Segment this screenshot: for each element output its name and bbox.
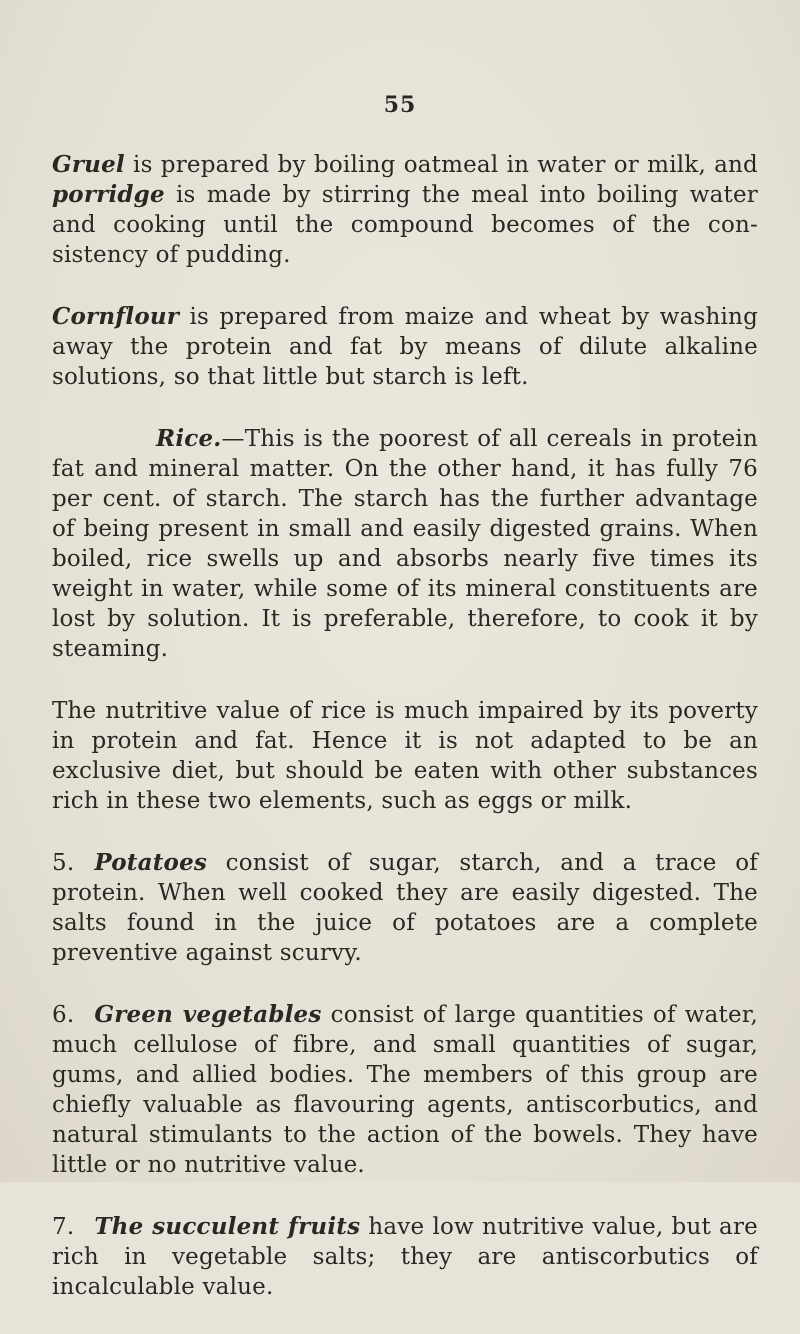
term-rice: Rice. xyxy=(156,425,222,452)
paragraph-text: consist of sugar, starch, and a trace of protein. When well cooked they are easily digested. The salts found in the juice of potatoes are a complete preventive against scurvy. xyxy=(52,850,758,966)
page-text xyxy=(52,150,758,1334)
paragraph-rice xyxy=(52,424,758,664)
item-number: 6. xyxy=(52,1002,75,1028)
term-potatoes: Potatoes xyxy=(94,849,208,876)
term-green-vegetables: Green vegetables xyxy=(94,1001,322,1028)
item-number: 5. xyxy=(52,850,75,876)
paragraph-text: The nutritive value of rice is much impaired by its poverty in protein and fat. Hence it is not adapted to be an exclusive diet, but should be eaten with other substances rich in these two elements, such as eggs or milk. xyxy=(52,698,758,814)
paragraph-succulent-fruits xyxy=(52,1212,758,1302)
paragraph-text: consist of large quantities of water, much cellulose of fibre, and small quantities of sugar, gums, and allied bodies. The members of this group are chiefly valuable as flavouring agents, antiscorbutics, and natural stimulants to the action of the bowels. They have little or no nutritive value. xyxy=(52,1002,758,1178)
paragraph-text: have low nutritive value, but are rich in vegetable salts; they are antiscorbutics of incalculable value. xyxy=(52,1214,758,1300)
paragraph-text: is prepared from maize and wheat by washing away the protein and fat by means of dilute alkaline solutions, so that little but starch is left. xyxy=(52,304,758,390)
paragraph-rice-nutrition xyxy=(52,696,758,816)
paragraph-text: is prepared by boiling oatmeal in water or milk, and xyxy=(124,152,758,178)
term-porridge: porridge xyxy=(52,181,165,208)
paragraph-cornflour xyxy=(52,302,758,392)
term-gruel: Gruel xyxy=(52,151,125,178)
paragraph-green-vegetables xyxy=(52,1000,758,1180)
paragraph-potatoes xyxy=(52,848,758,968)
item-number: 7. xyxy=(52,1214,75,1240)
paragraph-text: —This is the poorest of all cereals in protein fat and mineral matter. On the other hand, it has fully 76 per cent. of starch. The starch has the further advantage of being present in small and easily digested grains. When boiled, rice swells up and absorbs nearly five times its weight in water, while some of its mineral constituents are lost by solution. It is preferable, therefore, to cook it by steaming. xyxy=(52,426,758,662)
term-succulent-fruits: The succulent fruits xyxy=(94,1213,361,1240)
paragraph-gruel xyxy=(52,150,758,270)
page-number: 55 xyxy=(383,92,417,118)
term-cornflour: Cornflour xyxy=(52,303,180,330)
paragraph-text: is made by stirring the meal into boiling water and cooking until the compound becomes of the con- sistency of pudding. xyxy=(52,182,758,268)
